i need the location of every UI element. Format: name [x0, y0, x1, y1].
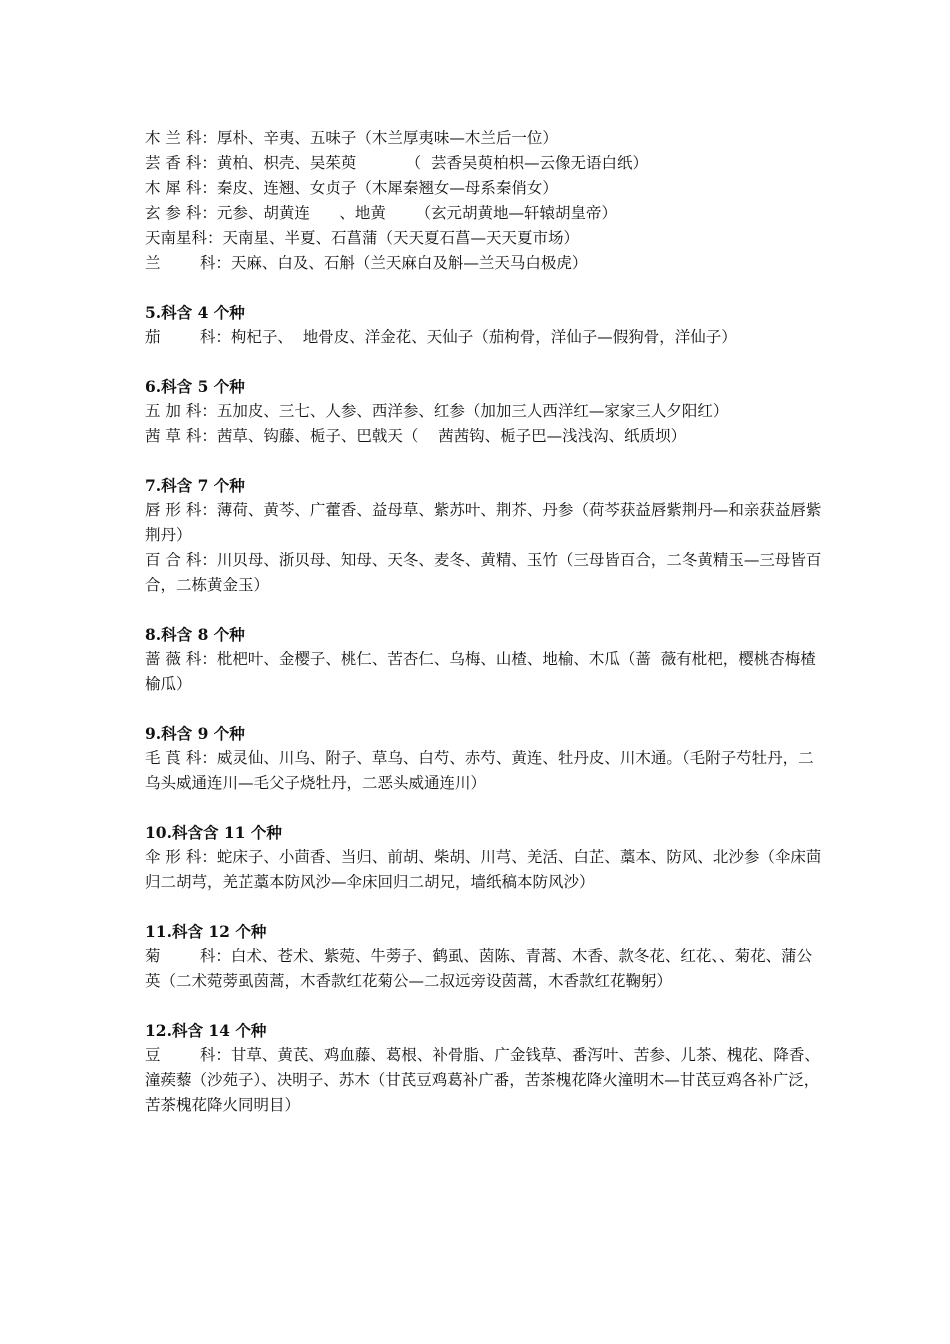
- family-entry-orchidaceae: 兰 科：天麻、白及、石斛（兰天麻白及斛—兰天马白极虎）: [145, 254, 588, 272]
- family-entry-rubiaceae: 茜 草 科：茜草、钩藤、栀子、巴戟天（ 茜茜钩、栀子巴—浅浅沟、纸质坝）: [145, 427, 687, 445]
- family-entry-liliaceae: 百 合 科：川贝母、浙贝母、知母、天冬、麦冬、黄精、玉竹（三母皆百合，二冬黄精玉—三母皆百合，二栋黄金玉）: [145, 551, 822, 594]
- section-heading: 9.科含 9 个种: [145, 724, 245, 743]
- family-entry-ranunculaceae: 毛 莨 科：威灵仙、川乌、附子、草乌、白芍、赤芍、黄连、牡丹皮、川木通。（毛附子芍牡丹，二乌头威通连川—毛父子烧牡丹，二恶头威通连川）: [145, 749, 814, 792]
- family-entry-araceae: 天南星科：天南星、半夏、石菖蒲（天天夏石菖—天天夏市场）: [145, 229, 580, 247]
- section-5: [145, 300, 825, 350]
- family-entry-araliaceae: 五 加 科：五加皮、三七、人参、西洋参、红参（加加三人西洋红—家家三人夕阳红）: [145, 402, 729, 420]
- section-heading: 12.科含 14 个种: [145, 1021, 267, 1040]
- family-entry-solanaceae: 茄 科：枸杞子、 地骨皮、洋金花、天仙子（茄枸骨，洋仙子—假狗骨，洋仙子）: [145, 328, 737, 346]
- family-entry-magnoliaceae: 木 兰 科：厚朴、辛夷、五味子（木兰厚夷味—木兰后一位）: [145, 129, 558, 147]
- family-entry-oleaceae: 木 犀 科：秦皮、连翘、女贞子（木犀秦翘女—母系秦俏女）: [145, 179, 558, 197]
- family-entry-rutaceae: 芸 香 科：黄柏、枳壳、吴茱萸 （ 芸香吴萸柏枳—云像无语白纸）: [145, 154, 648, 172]
- section-12: [145, 1018, 825, 1118]
- intro-lines: [145, 126, 825, 276]
- section-heading: 5.科含 4 个种: [145, 303, 245, 322]
- section-heading: 8.科含 8 个种: [145, 625, 245, 644]
- section-heading: 10.科含含 11 个种: [145, 823, 282, 842]
- section-heading: 11.科含 12 个种: [145, 922, 267, 941]
- family-entry-lamiaceae: 唇 形 科：薄荷、黄芩、广藿香、益母草、紫苏叶、荆芥、丹参（荷芩获益唇紫荆丹—和亲获益唇紫荆丹）: [145, 501, 822, 544]
- section-heading: 7.科含 7 个种: [145, 476, 245, 495]
- family-entry-fabaceae: 豆 科：甘草、黄芪、鸡血藤、葛根、补骨脂、广金钱草、番泻叶、苦参、儿茶、槐花、降香、潼蒺藜（沙苑子）、决明子、苏木（甘芪豆鸡葛补广番，苦茶槐花降火潼明木—甘芪豆鸡各补广泛，苦茶槐花降火同明目）: [145, 1046, 820, 1114]
- section-8: [145, 622, 825, 697]
- family-entry-asteraceae: 菊 科：白术、苍术、紫菀、牛蒡子、鹤虱、茵陈、青蒿、木香、款冬花、红花、、菊花、蒲公英（二术菀蒡虱茵蒿，木香款红花菊公—二叔远旁设茵蒿，木香款红花鞠躬）: [145, 947, 813, 990]
- family-entry-apiaceae: 伞 形 科：蛇床子、小茴香、当归、前胡、柴胡、川芎、羌活、白芷、藁本、防风、北沙参（伞床茴归二胡芎，羌芷藁本防风沙—伞床回归二胡兄，墙纸稿本防风沙）: [145, 848, 822, 891]
- section-heading: 6.科含 5 个种: [145, 377, 245, 396]
- section-11: [145, 919, 825, 994]
- section-7: [145, 473, 825, 598]
- section-9: [145, 721, 825, 796]
- family-entry-scrophulariaceae: 玄 参 科：元参、胡黄连 、地黄 （玄元胡黄地—轩辕胡皇帝）: [145, 204, 617, 222]
- document-body: [145, 126, 825, 1118]
- section-6: [145, 374, 825, 449]
- family-entry-rosaceae: 蔷 薇 科：枇杷叶、金樱子、桃仁、苦杏仁、乌梅、山楂、地榆、木瓜（蔷 薇有枇杷，樱桃杏梅楂榆瓜）: [145, 650, 816, 693]
- section-10: [145, 820, 825, 895]
